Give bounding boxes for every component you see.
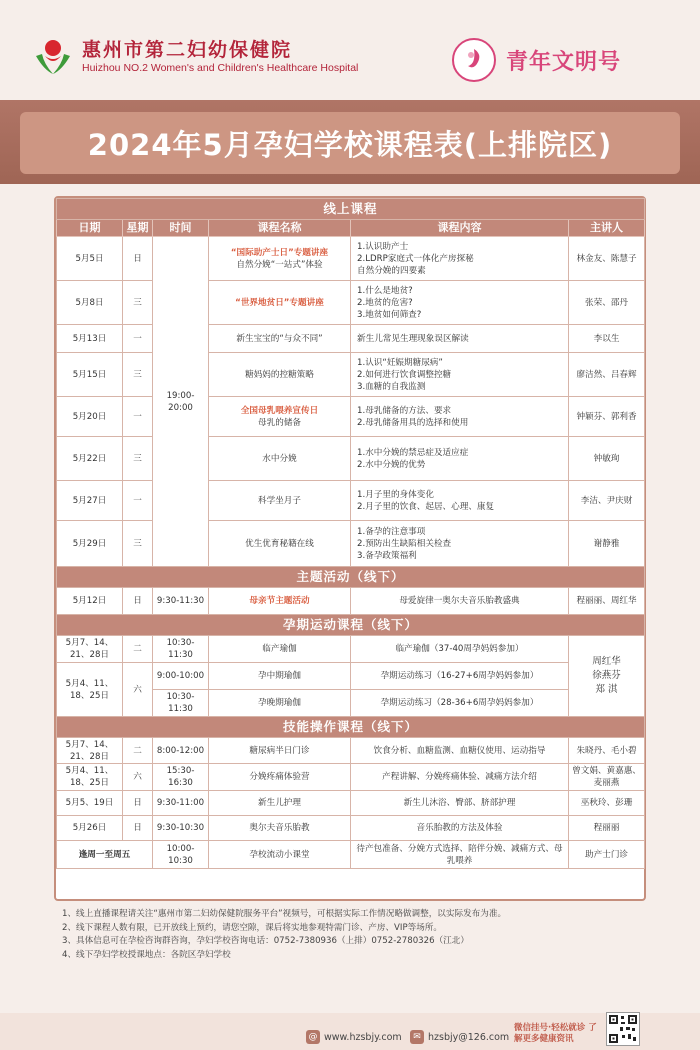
row-weekday: 二 <box>123 636 153 663</box>
table-row <box>57 325 645 353</box>
row-time: 10:30-11:30 <box>153 636 209 663</box>
row-speaker: 助产士门诊 <box>569 841 645 869</box>
course-name: 临产瑜伽 <box>209 636 351 663</box>
page-title: 2024年5月孕妇学校课程表(上排院区) <box>87 127 613 162</box>
row-date: 5月29日 <box>57 521 123 567</box>
table-row <box>57 521 645 567</box>
mail-icon: ✉ <box>410 1030 424 1044</box>
row-date: 5月27日 <box>57 481 123 521</box>
row-course <box>209 237 351 281</box>
row-content <box>351 481 569 521</box>
section-theme-title: 主题活动（线下） <box>57 567 645 588</box>
header <box>0 0 700 95</box>
row-weekday: 三 <box>123 281 153 325</box>
section-exercise-title: 孕期运动课程（线下） <box>57 615 645 636</box>
email[interactable] <box>410 1030 509 1044</box>
row-content: 产程讲解、分娩疼痛体验、减痛方法介绍 <box>351 764 569 791</box>
globe-icon: @ <box>306 1030 320 1044</box>
table-row <box>57 816 645 841</box>
section-skills-title: 技能操作课程（线下） <box>57 717 645 738</box>
course-name: 分娩疼痛体验营 <box>209 764 351 791</box>
course-highlight: “国际助产士日”专题讲座 <box>230 247 329 258</box>
email-text: hzsbjy@126.com <box>428 1031 510 1043</box>
row-time: 9:30-11:30 <box>153 588 209 615</box>
row-weekday: 一 <box>123 397 153 437</box>
row-date: 5月20日 <box>57 397 123 437</box>
website[interactable] <box>306 1030 402 1044</box>
schedule-table <box>56 198 645 869</box>
content-line: 自然分娩的四要素 <box>357 265 426 276</box>
col-speaker: 主讲人 <box>569 220 645 237</box>
row-weekday: 日 <box>123 237 153 281</box>
row-weekday: 一 <box>123 481 153 521</box>
speaker-name: 徐燕芬 <box>592 670 621 681</box>
row-date: 5月12日 <box>57 588 123 615</box>
course-name: 糖尿病半日门诊 <box>209 738 351 764</box>
row-weekday: 日 <box>123 816 153 841</box>
row-speaker: 廖洁然、吕春辉 <box>569 353 645 397</box>
hospital-name-en: Huizhou NO.2 Women's and Children's Healthcare Hospital <box>82 62 359 74</box>
row-content <box>351 437 569 481</box>
course-highlight: “世界地贫日”专题讲座 <box>235 297 324 308</box>
table-row <box>57 437 645 481</box>
course-name: 孕中期瑜伽 <box>209 663 351 690</box>
row-time: 10:30-11:30 <box>153 690 209 717</box>
table-row <box>57 397 645 437</box>
wechat-note: 微信挂号·轻松就诊 了解更多健康资讯 <box>514 1023 597 1044</box>
youth-badge-icon <box>452 38 496 82</box>
row-weekday: 三 <box>123 353 153 397</box>
row-speaker: 钟敏珣 <box>569 437 645 481</box>
title-plate <box>20 112 680 174</box>
note-item: 2、线下课程人数有限，已开放线上预约，请您空隙，课后将实地参观特需门诊、产房、VIP等场所。 <box>62 922 443 933</box>
row-date: 5月26日 <box>57 816 123 841</box>
col-time: 时间 <box>153 220 209 237</box>
row-content <box>351 397 569 437</box>
course-name: 糖妈妈的控糖策略 <box>209 353 351 397</box>
row-speaker: 林金友、陈慧子 <box>569 237 645 281</box>
table-row <box>57 738 645 764</box>
row-weekday: 六 <box>123 663 153 717</box>
content-line: 2.LDRP家庭式一体化产房探秘 <box>357 253 474 264</box>
exercise-speakers <box>569 636 645 717</box>
row-date: 5月8日 <box>57 281 123 325</box>
col-date: 日期 <box>57 220 123 237</box>
row-date: 5月15日 <box>57 353 123 397</box>
content-line: 2.预防出生缺陷相关检查 <box>357 538 452 549</box>
course-name: 奥尔夫音乐胎教 <box>209 816 351 841</box>
course-name: 母乳的储备 <box>258 417 301 428</box>
col-course-name: 课程名称 <box>209 220 351 237</box>
notes <box>62 908 642 962</box>
course-name: 自然分娩“一站式”体验 <box>236 259 323 270</box>
content-line: 1.月子里的身体变化 <box>357 489 434 500</box>
course-name: 孕晚期瑜伽 <box>209 690 351 717</box>
table-row <box>57 353 645 397</box>
table-row <box>57 636 645 663</box>
row-speaker: 张荣、邵丹 <box>569 281 645 325</box>
course-highlight: 母亲节主题活动 <box>209 588 351 615</box>
content-line: 1.认识“妊娠期糖尿病” <box>357 357 443 368</box>
col-weekday: 星期 <box>123 220 153 237</box>
table-row <box>57 841 645 869</box>
row-content: 待产包准备、分娩方式选择、陪伴分娩、减痛方式、母乳喂养 <box>351 841 569 869</box>
table-row <box>57 663 645 690</box>
qr-code-icon <box>606 1012 640 1046</box>
row-weekday: 二 <box>123 738 153 764</box>
content-line: 3.地贫如何筛查? <box>357 309 422 320</box>
content-line: 2.母乳储备用具的选择和使用 <box>357 417 469 428</box>
row-speaker: 朱晓丹、毛小碧 <box>569 738 645 764</box>
course-name: 水中分娩 <box>209 437 351 481</box>
row-content <box>351 281 569 325</box>
row-date: 逢周一至周五 <box>57 841 153 869</box>
website-text: www.hzsbjy.com <box>324 1031 402 1043</box>
online-time: 19:00-20:00 <box>153 237 209 567</box>
row-content: 饮食分析、血糖监测、血糖仪使用、运动指导 <box>351 738 569 764</box>
note-item: 3、具体信息可在孕检咨询群咨询，孕妇学校咨询电话：0752-7380936（上排）0752-2780326（江北） <box>62 936 469 946</box>
row-course <box>209 397 351 437</box>
content-line: 1.母乳储备的方法、要求 <box>357 405 452 416</box>
row-date: 5月7、14、21、28日 <box>57 738 123 764</box>
row-time: 10:00-10:30 <box>153 841 209 869</box>
row-weekday: 六 <box>123 764 153 791</box>
youth-brand <box>452 38 621 82</box>
row-content: 新生儿沐浴、臀部、脐部护理 <box>351 791 569 816</box>
speaker-name: 郑 淇 <box>595 684 618 695</box>
table-row <box>57 481 645 521</box>
content-line: 2.水中分娩的优势 <box>357 459 426 470</box>
course-name: 优生优育秘籍在线 <box>209 521 351 567</box>
row-date: 5月5、19日 <box>57 791 123 816</box>
row-speaker: 程丽丽、周红华 <box>569 588 645 615</box>
course-name: 新生宝宝的“与众不同” <box>209 325 351 353</box>
row-time: 15:30-16:30 <box>153 764 209 791</box>
row-speaker: 谢静雅 <box>569 521 645 567</box>
row-weekday: 日 <box>123 791 153 816</box>
row-date: 5月5日 <box>57 237 123 281</box>
row-date: 5月22日 <box>57 437 123 481</box>
row-date: 5月4、11、18、25日 <box>57 764 123 791</box>
content-line: 1.备孕的注意事项 <box>357 526 426 537</box>
row-time: 8:00-12:00 <box>153 738 209 764</box>
course-name: 孕校流动小课堂 <box>209 841 351 869</box>
row-weekday: 三 <box>123 521 153 567</box>
row-speaker: 曾文娟、黄嘉惠、麦丽燕 <box>569 764 645 791</box>
hospital-emblem-icon <box>32 36 74 78</box>
row-content: 音乐胎教的方法及体验 <box>351 816 569 841</box>
row-time: 9:30-11:00 <box>153 791 209 816</box>
content-line: 1.认识助产士 <box>357 241 409 252</box>
hospital-name-cn: 惠州市第二妇幼保健院 <box>82 39 293 61</box>
note-item: 4、线下孕妇学校授课地点：各院区孕妇学校 <box>62 949 231 960</box>
content-line: 1.水中分娩的禁忌症及适应症 <box>357 447 469 458</box>
note-item: 1、线上直播课程请关注“惠州市第二妇幼保健院服务平台”视频号，可根据实际工作情况略做调整，以实际发布为准。 <box>62 909 507 919</box>
course-highlight: 全国母乳喂养宣传日 <box>240 405 319 416</box>
schedule-card <box>54 196 646 901</box>
table-row <box>57 281 645 325</box>
row-content <box>351 521 569 567</box>
row-speaker: 巫秋玲、彭珊 <box>569 791 645 816</box>
course-name: 新生儿护理 <box>209 791 351 816</box>
youth-brand-text: 青年文明号 <box>506 48 622 75</box>
table-row <box>57 588 645 615</box>
row-weekday: 日 <box>123 588 153 615</box>
content-line: 3.血糖的自我监测 <box>357 381 426 392</box>
content-line: 3.备孕政策福利 <box>357 550 417 561</box>
col-content: 课程内容 <box>351 220 569 237</box>
content-line: 2.如何进行饮食调整控糖 <box>357 369 452 380</box>
row-speaker: 钟颖芬、郭利香 <box>569 397 645 437</box>
row-weekday: 三 <box>123 437 153 481</box>
row-content: 孕期运动练习（28-36+6周孕妈妈参加） <box>351 690 569 717</box>
row-date: 5月7、14、21、28日 <box>57 636 123 663</box>
row-content <box>351 237 569 281</box>
row-content: 孕期运动练习（16-27+6周孕妈妈参加） <box>351 663 569 690</box>
row-content: 母爱旋律一奥尔夫音乐胎教盛典 <box>351 588 569 615</box>
row-time: 9:30-10:30 <box>153 816 209 841</box>
row-time: 9:00-10:00 <box>153 663 209 690</box>
section-online-title: 线上课程 <box>57 199 645 220</box>
row-speaker: 程丽丽 <box>569 816 645 841</box>
row-weekday: 一 <box>123 325 153 353</box>
content-line: 2.地贫的危害? <box>357 297 413 308</box>
table-row <box>57 237 645 281</box>
row-course <box>209 281 351 325</box>
speaker-name: 周红华 <box>592 656 621 667</box>
hospital-logo <box>32 36 358 78</box>
row-content <box>351 353 569 397</box>
content-line: 1.什么是地贫? <box>357 285 413 296</box>
row-date: 5月13日 <box>57 325 123 353</box>
row-date: 5月4、11、18、25日 <box>57 663 123 717</box>
table-row <box>57 791 645 816</box>
row-content: 临产瑜伽（37-40周孕妈妈参加） <box>351 636 569 663</box>
row-content: 新生儿常见生理现象误区解读 <box>351 325 569 353</box>
course-name: 科学坐月子 <box>209 481 351 521</box>
row-speaker: 李以生 <box>569 325 645 353</box>
table-row <box>57 764 645 791</box>
row-speaker: 李洁、尹庆财 <box>569 481 645 521</box>
content-line: 2.月子里的饮食、起居、心理、康复 <box>357 501 495 512</box>
